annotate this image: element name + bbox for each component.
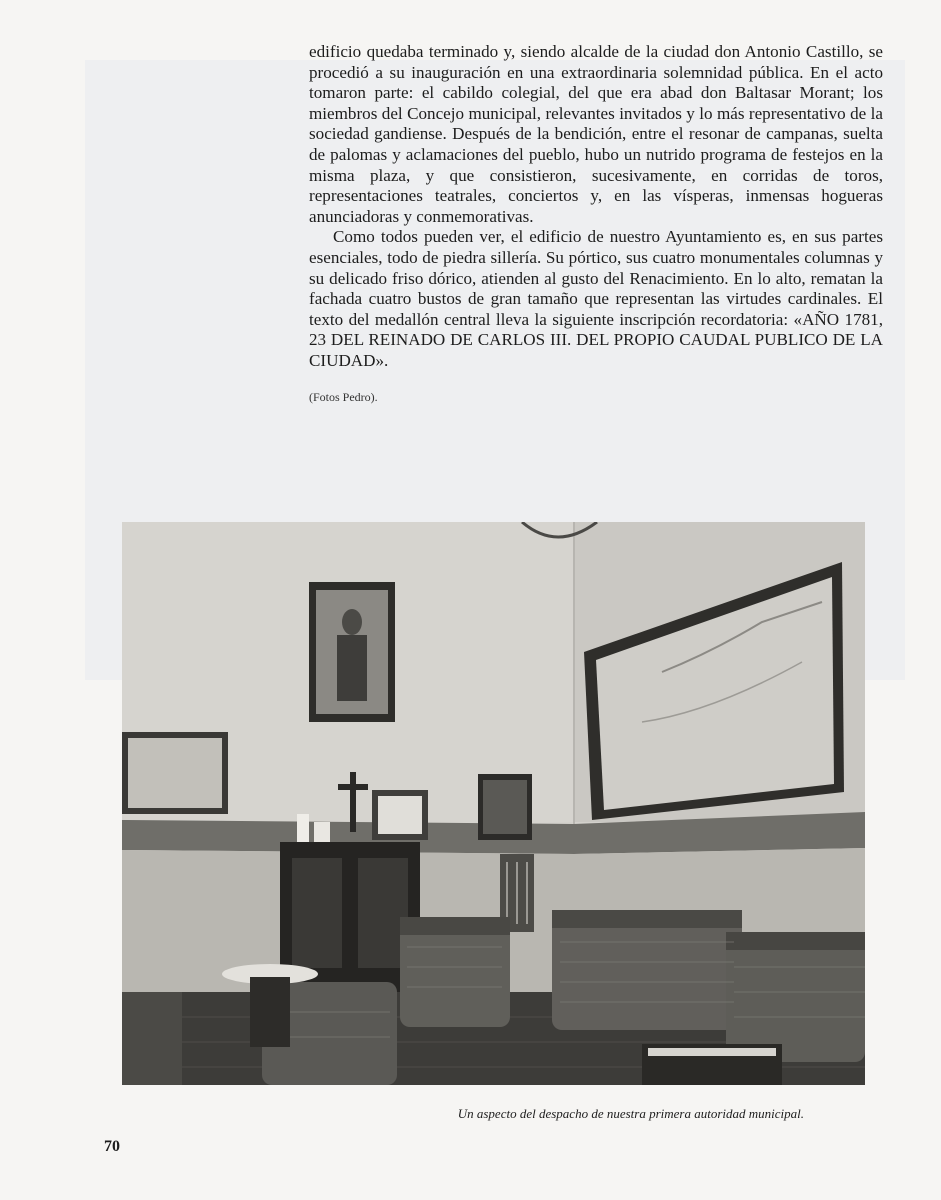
article-body bbox=[309, 42, 883, 372]
page-number: 70 bbox=[104, 1138, 120, 1155]
paragraph-1: edificio quedaba terminado y, siendo alcalde de la ciudad don Antonio Castillo, se procedió a su inauguración en una extraordinaria solemnidad pública. En el acto tomaron parte: el cabildo colegial, del que era abad don Baltasar Morant; los miembros del Concejo municipal, relevantes invitados y lo más representativo de la sociedad gandiense. Después de la bendición, entre el resonar de campanas, suelta de palomas y aclamaciones del pueblo, hubo un nutrido programa de festejos en la misma plaza, y que consistieron, sucesivamente, en corridas de toros, representaciones teatrales, conciertos y, en las vísperas, inmensas hogueras anunciadoras y conmemorativas. bbox=[309, 42, 883, 226]
paragraph-2: Como todos pueden ver, el edificio de nuestro Ayuntamiento es, en sus partes esenciales, todo de piedra sillería. Su pórtico, sus cuatro monumentales columnas y su delicado friso dórico, atienden al gusto del Renacimiento. En lo alto, rematan la fachada cuatro bustos de gran tamaño que representan las virtudes cardinales. El texto del medallón central lleva la siguiente inscripción recordatoria: «AÑO 1781, 23 DEL REINADO DE CARLOS III. DEL PROPIO CAUDAL PUBLICO DE LA CIUDAD». bbox=[309, 227, 883, 370]
photo-credit: (Fotos Pedro). bbox=[309, 390, 378, 404]
photo-caption: Un aspecto del despacho de nuestra primera autoridad municipal. bbox=[457, 1106, 804, 1121]
office-photograph bbox=[122, 522, 865, 1085]
